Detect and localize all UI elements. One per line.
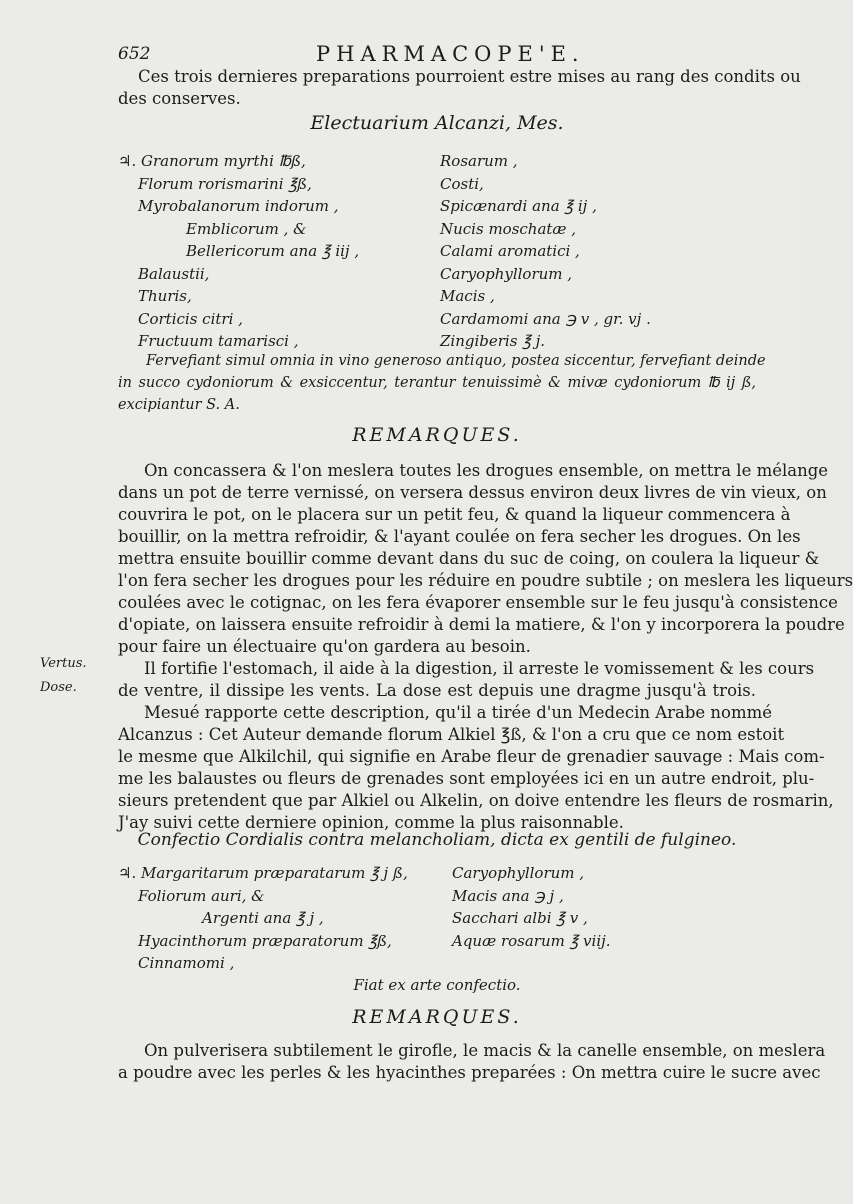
section-heading: REMARQUES. xyxy=(352,424,522,446)
text-line: On concassera & l'on meslera toutes les drogues ensemble, on mettra le mélange xyxy=(144,461,829,480)
ingredient: Cardamomi ana ℈ v , gr. vj . xyxy=(440,309,651,328)
margin-note-dose: Dose. xyxy=(40,680,77,695)
text-line: J'ay suivi cette derniere opinion, comme la plus raisonnable. xyxy=(118,813,624,832)
section-heading: REMARQUES. xyxy=(352,1006,522,1028)
ingredient: Zingiberis ℥ j. xyxy=(440,332,546,350)
text-line: Il fortifie l'estomach, il aide à la digestion, il arreste le vomissement & les cours xyxy=(144,659,815,678)
ingredient: ♃. Granorum myrthi ℔ß, xyxy=(118,152,306,170)
text-line: Ces trois dernieres preparations pourroient estre mises au rang des condits ou xyxy=(138,67,801,86)
remarques-paragraph xyxy=(118,1040,826,1084)
ingredient: Argenti ana ℥ j , xyxy=(202,909,324,927)
ingredient: Cinnamomi , xyxy=(138,954,235,972)
text-line: coulées avec le cotignac, on les fera évaporer ensemble sur le feu jusqu'à consistence xyxy=(118,593,838,612)
text-line: me les balaustes ou fleurs de grenades sont employées ici en un autre endroit, plu- xyxy=(118,769,815,788)
recipe-instructions xyxy=(118,350,766,416)
text-line: sieurs pretendent que par Alkiel ou Alkelin, on doive entendre les fleurs de rosmarin, xyxy=(118,791,834,810)
text-line: in succo cydoniorum & exsiccentur, terantur tenuissimè & mivæ cydoniorum ℔ ij ß, xyxy=(118,375,756,391)
text-line: le mesme que Alkilchil, qui signifie en Arabe fleur de grenadier sauvage : Mais com- xyxy=(118,747,825,766)
ingredient: Thuris, xyxy=(138,287,192,305)
ingredient: Caryophyllorum , xyxy=(452,864,585,882)
intro-paragraph xyxy=(118,66,801,110)
ingredient: Hyacinthorum præparatorum ℥ß, xyxy=(138,931,392,950)
running-title: PHARMACOPE'E. xyxy=(316,42,585,66)
text-line: Mesué rapporte cette description, qu'il a tirée d'un Medecin Arabe nommé xyxy=(144,703,773,722)
ingredient: ♃. Margaritarum præparatarum ℥ j ß, xyxy=(118,864,408,882)
text-line: excipiantur S. A. xyxy=(118,397,240,413)
margin-note-vertus: Vertus. xyxy=(40,656,87,671)
text-line: des conserves. xyxy=(118,89,241,108)
ingredient: Macis ana ℈ j , xyxy=(452,886,564,905)
ingredient-list-left xyxy=(118,862,438,975)
ingredient: Spicænardi ana ℥ ij , xyxy=(440,197,597,215)
text-line: l'on fera secher les drogues pour les réduire en poudre subtile ; on meslera les liqueurs xyxy=(118,571,853,590)
text-line: couvrira le pot, on le placera sur un petit feu, & quand la liqueur commencera à xyxy=(118,505,791,524)
ingredient: Aquæ rosarum ℥ viij. xyxy=(452,931,611,950)
ingredient: Caryophyllorum , xyxy=(440,264,573,283)
recipe-title: Electuarium Alcanzi, Mes. xyxy=(310,112,564,134)
ingredient: Balaustii, xyxy=(138,264,210,283)
remarques-paragraph xyxy=(118,460,853,834)
ingredient: Fructuum tamarisci , xyxy=(138,332,299,350)
ingredient-list-left xyxy=(118,150,428,353)
ingredient: Nucis moschatæ , xyxy=(440,219,577,238)
text-line: bouillir, on la mettra refroidir, & l'ayant coulée on fera secher les drogues. On les xyxy=(118,527,801,546)
ingredient-list-right xyxy=(440,150,740,353)
ingredient: Emblicorum , & xyxy=(186,219,307,238)
text-line: de ventre, il dissipe les vents. La dose est depuis une dragme jusqu'à trois. xyxy=(118,681,756,700)
ingredient: Foliorum auri, & xyxy=(138,886,265,905)
text-line: d'opiate, on laissera ensuite refroidir à demi la matiere, & l'on y incorporera la poudre xyxy=(118,615,845,634)
ingredient: Bellericorum ana ℥ iij , xyxy=(186,242,360,260)
ingredient-list-right xyxy=(452,862,742,952)
ingredient: Corticis citri , xyxy=(138,309,243,328)
recipe-closing: Fiat ex arte confectio. xyxy=(353,976,521,994)
text-line: Alcanzus : Cet Auteur demande florum Alkiel ℥ß, & l'on a cru que ce nom estoit xyxy=(118,725,785,744)
ingredient: Myrobalanorum indorum , xyxy=(138,197,339,215)
text-line: a poudre avec les perles & les hyacinthes preparées : On mettra cuire le sucre avec xyxy=(118,1063,821,1082)
text-line: mettra ensuite bouillir comme devant dans du suc de coing, on coulera la liqueur & xyxy=(118,549,820,568)
ingredient: Calami aromatici , xyxy=(440,242,580,260)
text-line: On pulverisera subtilement le girofle, le macis & la canelle ensemble, on meslera xyxy=(144,1041,826,1060)
ingredient: Florum rorismarini ℥ß, xyxy=(138,174,312,193)
ingredient: Macis , xyxy=(440,287,495,305)
page-number: 652 xyxy=(118,44,151,64)
text-line: dans un pot de terre vernissé, on versera dessus environ deux livres de vin vieux, on xyxy=(118,483,827,502)
ingredient: Rosarum , xyxy=(440,152,518,170)
text-line: pour faire un électuaire qu'on gardera au besoin. xyxy=(118,637,531,656)
ingredient: Costi, xyxy=(440,174,484,193)
recipe-title: Confectio Cordialis contra melancholiam, dicta ex gentili de fulgineo. xyxy=(137,830,737,850)
ingredient: Sacchari albi ℥ v , xyxy=(452,909,588,927)
text-line: Fervefiant simul omnia in vino generoso antiquo, postea siccentur, fervefiant deinde xyxy=(146,353,766,369)
